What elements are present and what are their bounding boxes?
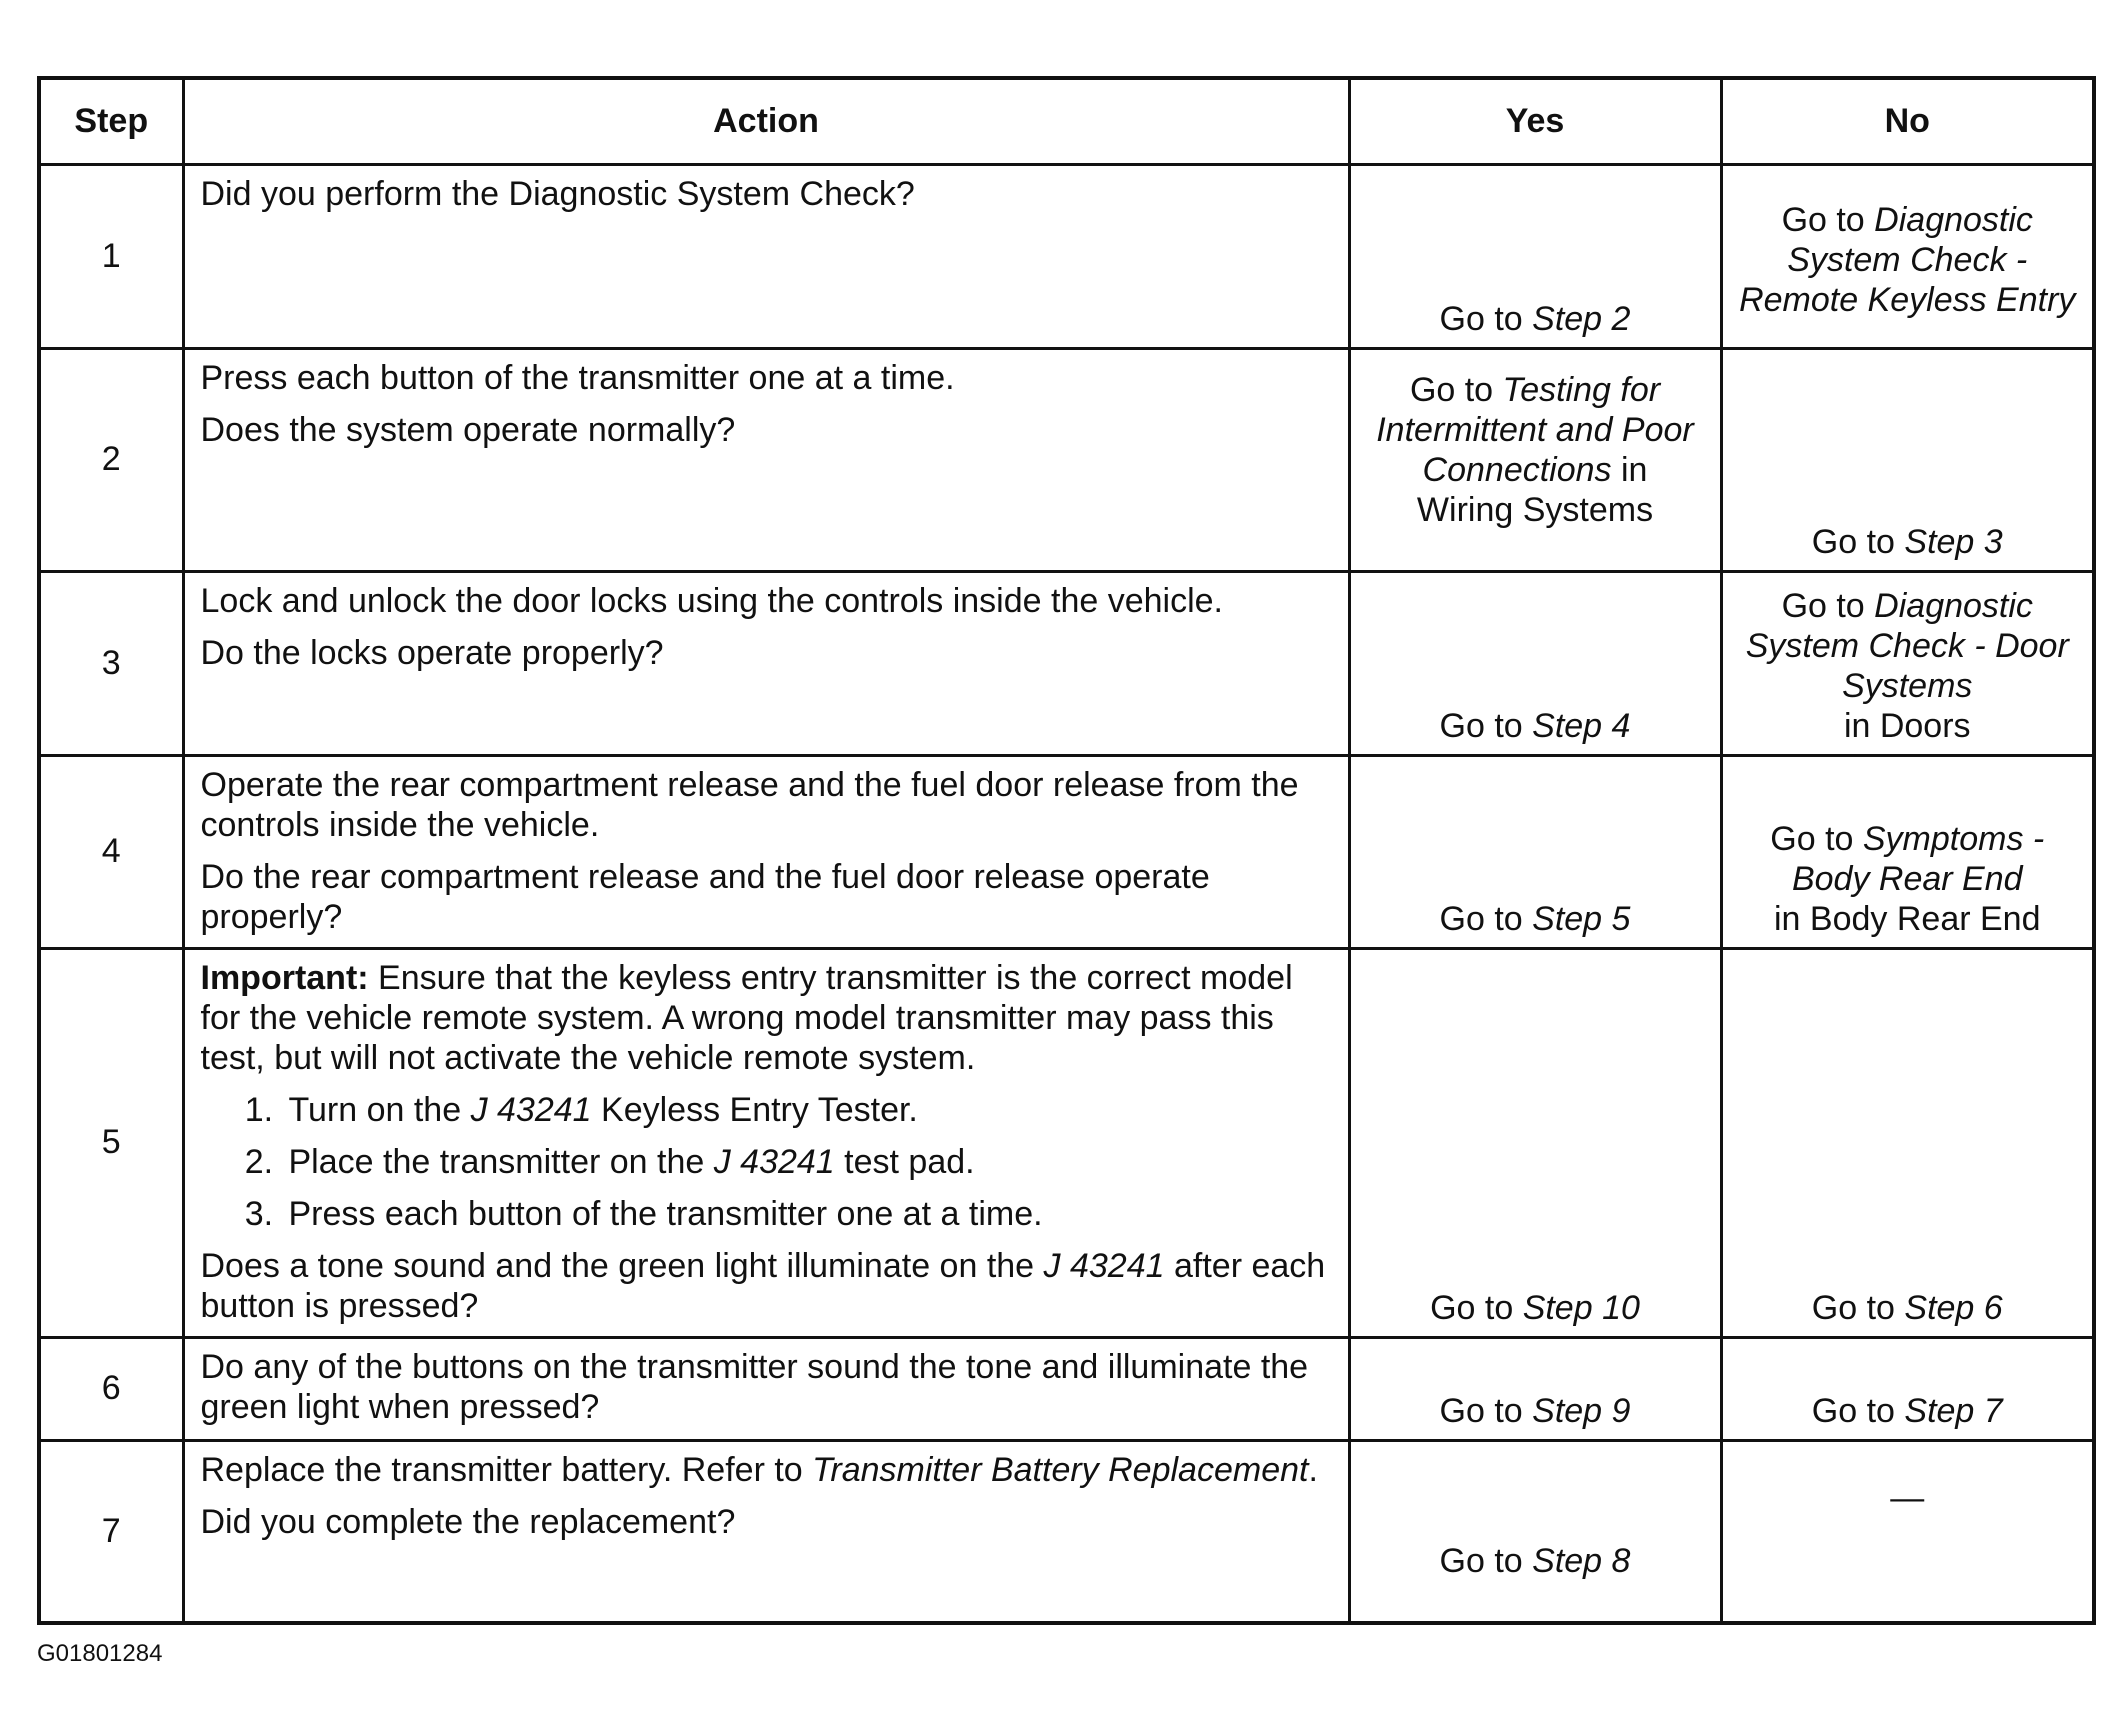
action-text: Did you perform the Diagnostic System Check? — [200, 174, 915, 213]
action-question: Do the rear compartment release and the fuel door release operate properly? — [200, 857, 1210, 936]
yes-cell — [1349, 948, 1721, 1337]
action-cell — [183, 571, 1349, 755]
yes-prefix: Go to — [1439, 1391, 1533, 1430]
list-item: 3. Press each button of the transmitter one at a time. — [283, 1194, 1332, 1234]
no-prefix: Go to — [1811, 1391, 1905, 1430]
action-cell — [183, 164, 1349, 348]
tool-reference: J 43241 — [470, 1090, 592, 1129]
action-question: Do any of the buttons on the transmitter sound the tone and illuminate the green light when pressed? — [200, 1347, 1309, 1426]
no-cell — [1721, 1337, 2094, 1440]
action-cell — [183, 948, 1349, 1337]
yes-link[interactable]: Step 5 — [1532, 899, 1631, 938]
no-cell — [1721, 571, 2094, 755]
no-dash: — — [1890, 1478, 1925, 1517]
table-row — [39, 948, 2094, 1337]
figure-id: G01801284 — [37, 1640, 163, 1667]
step-number: 1 — [39, 164, 183, 348]
yes-cell — [1349, 164, 1721, 348]
yes-prefix: Go to — [1439, 899, 1533, 938]
step-number: 3 — [39, 571, 183, 755]
header-row — [39, 78, 2094, 164]
no-link[interactable]: Step 6 — [1904, 1288, 2003, 1327]
important-text: Ensure that the keyless entry transmitter is the correct model for the vehicle remote system. A wrong model transmitter may pass this test, but will not activate the vehicle remote system. — [200, 958, 1293, 1077]
yes-suffix: in — [1611, 450, 1648, 489]
important-label: Important: — [200, 958, 369, 997]
action-text — [201, 1450, 1332, 1490]
table-row — [39, 755, 2094, 948]
list-item — [283, 1090, 1332, 1130]
action-question: Do the locks operate properly? — [200, 633, 664, 672]
action-cell — [183, 1440, 1349, 1623]
list-text: Turn on the — [288, 1090, 471, 1129]
yes-cell — [1349, 755, 1721, 948]
question-text: Does a tone sound and the green light illuminate on the — [200, 1246, 1044, 1285]
yes-link[interactable]: Testing for Intermittent and Poor Connections — [1376, 370, 1694, 489]
action-text: Lock and unlock the door locks using the controls inside the vehicle. — [200, 581, 1223, 620]
yes-prefix: Go to — [1439, 706, 1533, 745]
yes-link[interactable]: Step 8 — [1532, 1542, 1631, 1580]
no-suffix: in Body Rear End — [1774, 899, 2041, 938]
no-link[interactable]: Diagnostic System Check - Remote Keyless Entry — [1739, 200, 2076, 319]
no-suffix: in Doors — [1843, 706, 1971, 745]
diagnostic-table — [37, 76, 2096, 1625]
step-number: 7 — [39, 1440, 183, 1623]
no-prefix: Go to — [1811, 1288, 1905, 1327]
yes-cell — [1349, 348, 1721, 571]
no-prefix: Go to — [1781, 200, 1875, 239]
yes-prefix: Go to — [1430, 1288, 1523, 1327]
step-number: 5 — [39, 948, 183, 1337]
header-step: Step — [39, 78, 183, 164]
tool-reference: J 43241 — [713, 1142, 835, 1181]
step-number: 6 — [39, 1337, 183, 1440]
action-text: Press each button of the transmitter one at a time. — [200, 358, 955, 397]
list-text: Place the transmitter on the — [288, 1142, 714, 1181]
header-no: No — [1721, 78, 2094, 164]
procedure-reference[interactable]: Transmitter Battery Replacement — [812, 1450, 1309, 1489]
no-link[interactable]: Symptoms - Body Rear End — [1791, 819, 2045, 898]
action-question: Does the system operate normally? — [200, 410, 736, 449]
sub-step-list — [201, 1090, 1332, 1234]
step-number: 4 — [39, 755, 183, 948]
list-item — [283, 1142, 1332, 1182]
yes-cell — [1349, 571, 1721, 755]
list-text: Keyless Entry Tester. — [591, 1090, 918, 1129]
yes-link[interactable]: Step 2 — [1532, 299, 1631, 338]
no-cell — [1721, 948, 2094, 1337]
no-prefix: Go to — [1781, 586, 1875, 625]
yes-link[interactable]: Step 10 — [1522, 1288, 1640, 1327]
table-row — [39, 1337, 2094, 1440]
no-link[interactable]: Step 7 — [1904, 1391, 2003, 1430]
table-row — [39, 348, 2094, 571]
action-cell — [183, 348, 1349, 571]
important-note — [201, 958, 1332, 1078]
action-question — [201, 1246, 1332, 1326]
no-cell — [1721, 1440, 2094, 1623]
tool-reference: J 43241 — [1043, 1246, 1165, 1285]
table-row — [39, 164, 2094, 348]
action-question: Did you complete the replacement? — [200, 1502, 736, 1541]
table-row — [39, 571, 2094, 755]
no-cell — [1721, 755, 2094, 948]
no-prefix: Go to — [1811, 522, 1905, 561]
no-link[interactable]: Step 3 — [1904, 522, 2003, 561]
header-action: Action — [183, 78, 1349, 164]
yes-cell — [1349, 1337, 1721, 1440]
yes-link[interactable]: Step 4 — [1532, 706, 1631, 745]
yes-cell — [1349, 1440, 1721, 1623]
no-cell — [1721, 348, 2094, 571]
action-text-part: . — [1308, 1450, 1318, 1489]
action-text: Operate the rear compartment release and the fuel door release from the controls inside the vehicle. — [200, 765, 1299, 844]
action-cell — [183, 1337, 1349, 1440]
no-cell — [1721, 164, 2094, 348]
no-prefix: Go to — [1770, 819, 1863, 858]
table-row — [39, 1440, 2094, 1623]
header-yes: Yes — [1349, 78, 1721, 164]
yes-link[interactable]: Step 9 — [1532, 1391, 1631, 1430]
yes-prefix: Go to — [1439, 1542, 1533, 1580]
action-text-part: Replace the transmitter battery. Refer to — [200, 1450, 813, 1489]
yes-prefix: Go to — [1409, 370, 1503, 409]
question-text: after each button is pressed? — [200, 1246, 1326, 1325]
step-number: 2 — [39, 348, 183, 571]
yes-prefix: Go to — [1439, 299, 1533, 338]
no-link[interactable]: Diagnostic System Check - Door Systems — [1745, 586, 2069, 705]
yes-suffix-2: Wiring Systems — [1416, 490, 1654, 529]
action-cell — [183, 755, 1349, 948]
list-text: test pad. — [834, 1142, 975, 1181]
